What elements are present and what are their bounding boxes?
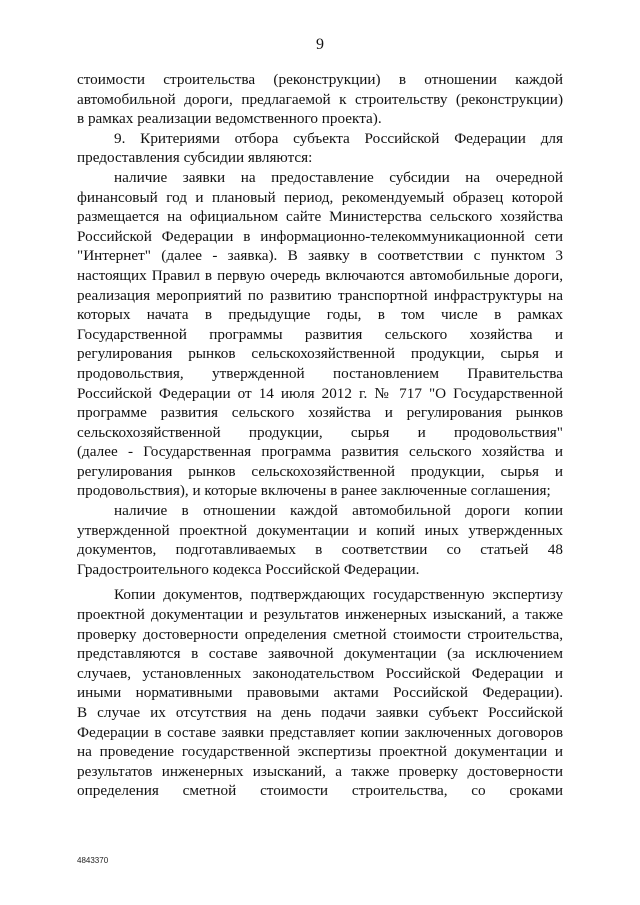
text-line: на проведение государственной экспертизы проектной документации и — [77, 743, 563, 761]
text-line: проверку достоверности определения сметной стоимости строительства, — [77, 625, 563, 643]
text-line: проектной документации и результатов инженерных изысканий, а также — [77, 606, 563, 624]
text-line: стоимости строительства (реконструкции) в отношении каждой — [77, 71, 563, 88]
text-line: Копии документов, подтверждающих государственную экспертизу — [114, 586, 563, 604]
text-line: продовольствия), и которые включены в ранее заключенные соглашения; — [77, 482, 551, 500]
text-line: регулирования рынков сельскохозяйственной продукции, сырья и — [77, 345, 563, 363]
text-line: представляются в составе заявочной документации (за исключением — [77, 645, 563, 663]
text-line: документов, подготавливаемых в соответствии со статьей 48 — [77, 541, 563, 559]
text-line: случаев, установленных законодательством Российской Федерации и — [77, 664, 563, 682]
paragraph-item-9 — [77, 129, 563, 168]
paragraph-application-criterion — [77, 168, 563, 501]
text-line: наличие в отношении каждой автомобильной дороги копии — [114, 502, 563, 520]
text-line: Государственной программы развития сельского хозяйства и — [77, 325, 563, 343]
text-line: Федерации в составе заявки представляет копии заключенных договоров — [77, 723, 563, 741]
paragraph-expertise-copies — [77, 585, 563, 801]
page-number: 9 — [316, 36, 324, 53]
text-line: утвержденной проектной документации и копий иных утвержденных — [77, 521, 563, 539]
text-line: Градостроительного кодекса Российской Федерации. — [77, 560, 420, 578]
text-line: регулирования рынков сельскохозяйственной продукции, сырья и — [77, 462, 563, 480]
text-line: которых начата в предыдущие годы, в том числе в рамках — [77, 306, 563, 324]
text-line: результатов инженерных изысканий, а также проверку достоверности — [77, 762, 563, 780]
text-line: определения сметной стоимости строительства, со сроками — [77, 782, 563, 800]
text-line: настоящих Правил в первую очередь включаются автомобильные дороги, — [77, 266, 563, 284]
text-line: В случае их отсутствия на день подачи заявки субъект Российской — [77, 704, 563, 721]
paragraph-cost-continuation — [77, 70, 563, 129]
text-line: (далее - Государственная программа развития сельского хозяйства и — [77, 443, 563, 461]
document-id: 4843370 — [77, 856, 109, 865]
text-line: программе развития сельского хозяйства и регулирования рынков — [77, 404, 563, 422]
document-body — [77, 70, 563, 801]
text-line: наличие заявки на предоставление субсидии на очередной — [114, 168, 563, 186]
text-line: финансовый год и плановый период, рекомендуемый образец которой — [77, 188, 563, 206]
text-line: размещается на официальном сайте Министерства сельского хозяйства — [77, 208, 563, 226]
text-line: реализация мероприятий по развитию транспортной инфраструктуры на — [77, 286, 563, 304]
text-line: предоставления субсидии являются: — [77, 149, 313, 167]
text-line: продовольствия, утвержденной постановлением Правительства — [77, 364, 563, 382]
text-line: "Интернет" (далее - заявка). В заявку в соответствии с пунктом 3 — [77, 247, 563, 265]
text-line: 9. Критериями отбора субъекта Российской Федерации для — [114, 129, 563, 147]
text-line: сельскохозяйственной продукции, сырья и продовольствия" — [77, 423, 563, 441]
paragraph-documentation-criterion — [77, 501, 563, 579]
text-line: Российской Федерации в информационно-телекоммуникационной сети — [77, 227, 563, 245]
text-line: в рамках реализации ведомственного проекта). — [77, 110, 382, 128]
text-line: иными нормативными правовыми актами Российской Федерации). — [77, 684, 563, 702]
text-line: автомобильной дороги, предлагаемой к строительству (реконструкции) — [77, 90, 563, 108]
text-line: Российской Федерации от 14 июля 2012 г. № 717 "О Государственной — [77, 384, 563, 402]
